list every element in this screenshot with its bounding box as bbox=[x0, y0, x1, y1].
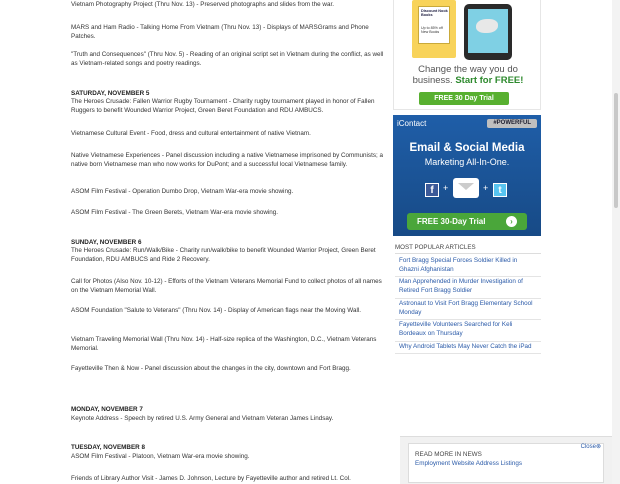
book-promo-text: Up to 85% off New Books bbox=[421, 26, 443, 35]
most-popular-articles bbox=[395, 244, 541, 354]
free-trial-button[interactable]: FREE 30 Day Trial bbox=[419, 92, 509, 105]
twitter-icon: t bbox=[493, 183, 507, 197]
day-heading: TUESDAY, NOVEMBER 8 bbox=[71, 444, 145, 451]
event-item: The Heroes Crusade: Run/Walk/Bike - Charity run/walk/bike to benefit Wounded Warrior Project, Green Beret Foundation, RDU AMBUCS and Ride 2 Recovery. bbox=[71, 247, 376, 263]
popular-article-link[interactable]: Man Apprehended in Murder Investigation of Retired Fort Bragg Soldier bbox=[395, 277, 541, 298]
event-item: Vietnam Traveling Memorial Wall (Thru Nov. 14) - Half-size replica of the Washington, D.C., Vietnam Veterans Memorial. bbox=[71, 336, 377, 352]
event-item: ASOM Foundation "Salute to Veterans" (Thru Nov. 14) - Display of American flags near the Moving Wall. bbox=[71, 307, 362, 314]
advertisement-book-promo[interactable] bbox=[393, 0, 541, 110]
read-more-link[interactable]: Employment Website Address Listings bbox=[415, 460, 522, 467]
most-popular-title: MOST POPULAR ARTICLES bbox=[395, 244, 541, 254]
event-item: "Truth and Consequences" (Thru Nov. 5) - Reading of an original script set in Vietnam during the conflict, as well as Vietnam-related songs and poetry readings. bbox=[71, 51, 384, 67]
read-more-label: READ MORE IN NEWS bbox=[415, 451, 482, 458]
book-image bbox=[412, 0, 456, 58]
book-logo-text: Discount Nook Books bbox=[421, 9, 448, 18]
event-item: ASOM Film Festival - Operation Dumbo Drop, Vietnam War-era movie showing. bbox=[71, 188, 294, 195]
advertisement-icontact[interactable] bbox=[393, 115, 541, 236]
day-heading: SUNDAY, NOVEMBER 6 bbox=[71, 239, 142, 246]
ad-headline: Email & Social Media bbox=[409, 142, 525, 154]
day-heading: MONDAY, NOVEMBER 7 bbox=[71, 406, 143, 413]
event-item: Native Vietnamese Experiences - Panel discussion including a native Vietnamese imprisoned by Communists; a native born Vietnamese man who now works for DuPont; and a successful local Vietnamese family. bbox=[71, 152, 383, 168]
plus-icon: + bbox=[443, 183, 449, 193]
popular-article-link[interactable]: Fort Bragg Special Forces Soldier Killed in Ghazni Afghanistan bbox=[395, 256, 541, 277]
event-item: Friends of Library Author Visit - James D. Johnson, Lecture by Fayetteville author and retired Lt. Col. bbox=[71, 475, 351, 482]
free-30-day-trial-button[interactable] bbox=[407, 213, 527, 230]
facebook-icon: f bbox=[425, 183, 439, 197]
ad-tagline bbox=[394, 64, 542, 86]
ad-tagline-line1: Change the way you do bbox=[418, 64, 518, 75]
bird-icon bbox=[476, 19, 498, 33]
event-item: Keynote Address - Speech by retired U.S. Army General and Vietnam Veteran James Lindsay. bbox=[71, 415, 334, 422]
event-item: Call for Photos (Also Nov. 10-12) - Efforts of the Vietnam Veterans Memorial Fund to collect photos of all names on the Vietnam Memorial Wall. bbox=[71, 278, 382, 294]
plus-icon: + bbox=[483, 183, 489, 193]
event-item: The Heroes Crusade: Fallen Warrior Rugby Tournament - Charity rugby tournament played in honor of Fallen Ruggers to benefit Wounded Warrior Project, Green Beret Foundation and RDU AMBUCS. bbox=[71, 98, 375, 114]
popular-article-link[interactable]: Astronaut to Visit Fort Bragg Elementary School Monday bbox=[395, 299, 541, 320]
ad-tagline-line2a: business. bbox=[412, 75, 456, 86]
arrow-right-icon: › bbox=[506, 216, 517, 227]
ad-tagline-line2b: Start for FREE! bbox=[455, 75, 524, 86]
read-more-box bbox=[408, 443, 604, 483]
popular-article-link[interactable]: Fayetteville Volunteers Searched for Keli Bordeaux on Thursday bbox=[395, 320, 541, 341]
event-item: ASOM Film Festival - Platoon, Vietnam War-era movie showing. bbox=[71, 453, 250, 460]
email-envelope-icon bbox=[453, 178, 479, 198]
powerful-badge: #POWERFUL bbox=[487, 119, 537, 128]
event-item: Vietnam Photography Project (Thru Nov. 13) - Preserved photographs and slides from the war. bbox=[71, 1, 334, 8]
event-item: MARS and Ham Radio - Talking Home From Vietnam (Thru Nov. 13) - Displays of MARSGrams and Phone Patches. bbox=[71, 24, 369, 40]
event-item: Vietnamese Cultural Event - Food, dress and cultural entertainment of native Vietnam. bbox=[71, 130, 311, 137]
read-more-widget bbox=[400, 436, 612, 484]
scrollbar-track[interactable] bbox=[612, 0, 620, 484]
scrollbar-thumb[interactable] bbox=[614, 93, 618, 208]
event-item: ASOM Film Festival - The Green Berets, Vietnam War-era movie showing. bbox=[71, 209, 279, 216]
event-item: Fayetteville Then & Now - Panel discussion about the changes in the city, downtown and Fort Bragg. bbox=[71, 365, 351, 372]
day-heading: SATURDAY, NOVEMBER 5 bbox=[71, 90, 150, 97]
tablet-image bbox=[464, 4, 512, 60]
popular-article-link[interactable]: Why Android Tablets May Never Catch the iPad bbox=[395, 342, 541, 355]
cta-label: FREE 30-Day Trial bbox=[417, 217, 486, 226]
icontact-logo: iContact bbox=[397, 119, 427, 128]
social-icons bbox=[425, 177, 509, 201]
ad-subheadline: Marketing All-In-One. bbox=[424, 157, 510, 167]
close-button[interactable]: Close⊗ bbox=[580, 444, 601, 450]
